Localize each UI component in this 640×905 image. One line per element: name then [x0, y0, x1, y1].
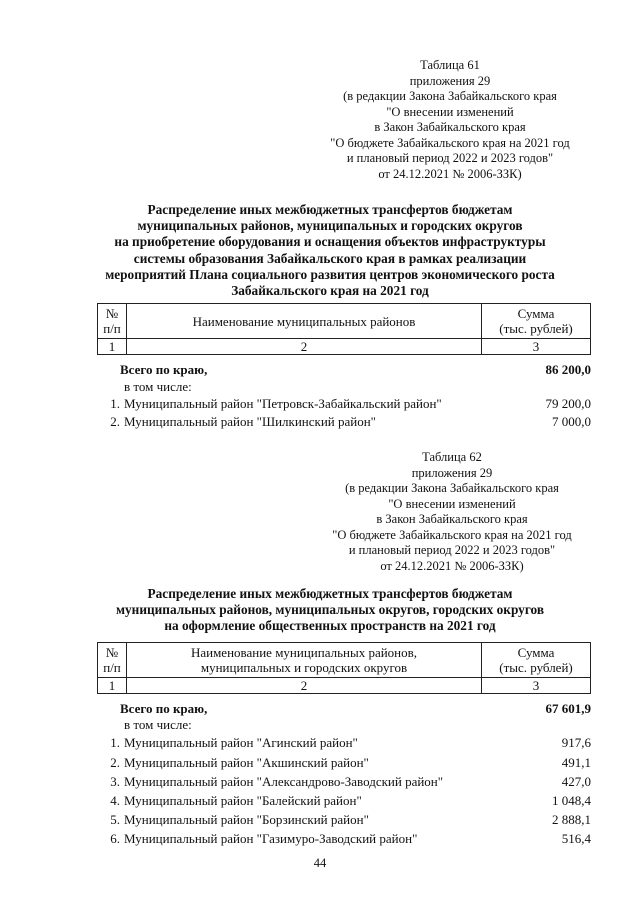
row-name: Муниципальный район "Петровск-Забайкальский район" — [124, 396, 442, 411]
note-line: приложения 29 — [409, 73, 491, 88]
table-row — [106, 829, 591, 848]
total-label: Всего по краю, — [120, 701, 208, 716]
note-line: Таблица 61 — [420, 58, 480, 72]
header-text: Наименование муниципальных районов, — [190, 645, 418, 660]
including-label-row — [106, 715, 591, 734]
row-number: 6. — [110, 831, 120, 846]
table-row — [106, 791, 591, 810]
note-line: "О бюджете Забайкальского края на 2021 год — [332, 527, 572, 542]
table-header-62 — [97, 642, 591, 694]
total-amount: 86 200,0 — [545, 362, 591, 377]
column-number-2: 2 — [127, 678, 482, 694]
title-line: на оформление общественных пространств на 2021 год — [164, 618, 496, 634]
note-line: приложения 29 — [411, 465, 493, 480]
row-number: 1. — [110, 735, 120, 750]
row-name: Муниципальный район "Акшинский район" — [124, 755, 369, 770]
header-number-cell — [98, 304, 127, 339]
title-line: Распределение иных межбюджетных трансфертов бюджетам — [147, 586, 513, 601]
row-name: Муниципальный район "Агинский район" — [124, 735, 358, 750]
title-line: муниципальных районов, муниципальных и городских округов — [137, 218, 523, 234]
header-text: (тыс. рублей) — [499, 660, 573, 675]
header-text: п/п — [103, 660, 121, 675]
note-line: "О бюджете Забайкальского края на 2021 год — [330, 135, 570, 150]
row-amount: 516,4 — [561, 831, 591, 846]
note-line: и плановый период 2022 и 2023 годов" — [348, 543, 556, 557]
note-line: Таблица 62 — [422, 450, 482, 464]
column-number-1: 1 — [98, 339, 127, 355]
table-title-61 — [70, 202, 590, 299]
header-name-cell — [127, 304, 482, 339]
row-amount: 427,0 — [561, 774, 591, 789]
header-sum-cell — [482, 304, 591, 339]
title-line: на приобретение оборудования и оснащения объектов инфраструктуры — [114, 234, 546, 250]
row-name: Муниципальный район "Газимуро-Заводский район" — [124, 831, 418, 846]
table-row — [106, 733, 591, 752]
row-number: 3. — [110, 774, 120, 789]
header-text: муниципальных и городских округов — [200, 660, 408, 675]
header-text: Наименование муниципальных районов — [192, 313, 416, 329]
appendix-note-62 — [302, 450, 602, 574]
note-line: и плановый период 2022 и 2023 годов" — [346, 151, 554, 165]
note-line: от 24.12.2021 № 2006-ЗЗК) — [380, 558, 524, 573]
title-line: муниципальных районов, муниципальных округов, городских округов — [115, 602, 545, 618]
appendix-note-61 — [300, 58, 600, 182]
column-number-3: 3 — [482, 678, 591, 694]
row-name: Муниципальный район "Александрово-Заводский район" — [124, 774, 444, 789]
table-title-62 — [70, 586, 590, 635]
column-number-1: 1 — [98, 678, 127, 694]
row-number: 4. — [110, 793, 120, 808]
title-line: системы образования Забайкальского края в рамках реализации — [133, 250, 527, 266]
column-number-2: 2 — [127, 339, 482, 355]
row-amount: 7 000,0 — [552, 414, 591, 429]
table-row — [106, 753, 591, 772]
title-line: Забайкальского края на 2021 год — [231, 283, 429, 299]
header-text: (тыс. рублей) — [499, 321, 573, 336]
note-line: (в редакции Закона Забайкальского края — [343, 89, 557, 103]
note-line: от 24.12.2021 № 2006-ЗЗК) — [378, 166, 522, 181]
note-line: "О внесении изменений — [386, 104, 514, 119]
row-name: Муниципальный район "Шилкинский район" — [124, 414, 376, 429]
including-label: в том числе: — [124, 717, 192, 732]
row-name: Муниципальный район "Балейский район" — [124, 793, 362, 808]
row-number: 2. — [110, 414, 120, 429]
header-text: № — [105, 306, 119, 321]
table-header-61 — [97, 303, 591, 355]
title-line: Распределение иных межбюджетных трансфертов бюджетам — [147, 202, 513, 217]
title-line: мероприятий Плана социального развития центров экономического роста — [105, 266, 555, 282]
header-text: п/п — [103, 321, 121, 336]
header-sum-cell — [482, 643, 591, 678]
note-line: "О внесении изменений — [388, 496, 516, 511]
note-line: (в редакции Закона Забайкальского края — [345, 481, 559, 495]
total-amount: 67 601,9 — [545, 701, 591, 716]
row-number: 1. — [110, 396, 120, 411]
including-label: в том числе: — [124, 379, 192, 394]
table-row — [106, 394, 591, 413]
row-number: 2. — [110, 755, 120, 770]
page-number: 44 — [313, 856, 327, 870]
note-line: в Закон Забайкальского края — [374, 120, 526, 134]
header-text: Сумма — [517, 645, 555, 660]
row-amount: 917,6 — [561, 735, 591, 750]
table-row — [106, 772, 591, 791]
row-name: Муниципальный район "Борзинский район" — [124, 812, 369, 827]
row-amount: 491,1 — [561, 755, 591, 770]
row-amount: 1 048,4 — [552, 793, 591, 808]
table-row — [106, 412, 591, 431]
row-amount: 2 888,1 — [552, 812, 591, 827]
header-number-cell — [98, 643, 127, 678]
row-amount: 79 200,0 — [545, 396, 591, 411]
row-number: 5. — [110, 812, 120, 827]
total-label: Всего по краю, — [120, 362, 208, 377]
header-text: Сумма — [517, 306, 555, 321]
table-row — [106, 810, 591, 829]
note-line: в Закон Забайкальского края — [376, 512, 528, 526]
header-name-cell — [127, 643, 482, 678]
column-number-3: 3 — [482, 339, 591, 355]
header-text: № — [105, 645, 119, 660]
